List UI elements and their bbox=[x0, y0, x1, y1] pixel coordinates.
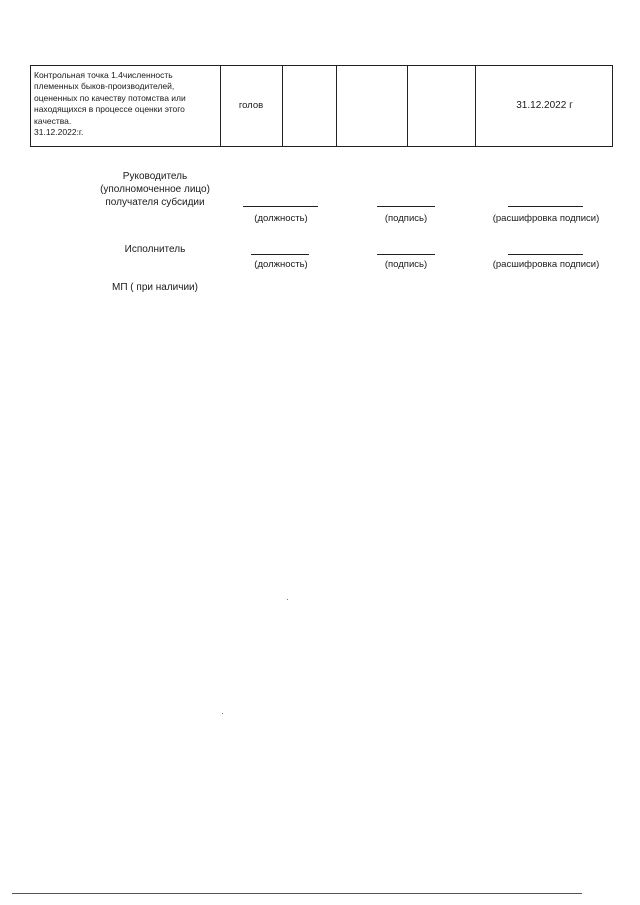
head-label-line: (уполномоченное лицо) bbox=[100, 184, 210, 195]
description-line: Контрольная точка 1.4численность bbox=[34, 70, 173, 80]
position-caption: (должность) bbox=[254, 259, 308, 270]
description-line: качества. bbox=[34, 115, 72, 126]
signature-line bbox=[377, 206, 435, 207]
executor-label: Исполнитель bbox=[124, 244, 186, 255]
table-divider bbox=[282, 66, 283, 146]
signature-caption: (подпись) bbox=[384, 213, 428, 224]
scan-speck bbox=[222, 713, 223, 714]
description-line: племенных быков-производителей, bbox=[34, 81, 175, 92]
stamp-label: МП ( при наличии) bbox=[112, 282, 198, 293]
unit-cell: голов bbox=[238, 100, 264, 112]
head-label-line: получателя субсидии bbox=[105, 197, 205, 208]
description-line: находящихся в процессе оценки этого bbox=[34, 104, 185, 115]
head-label-line: Руководитель bbox=[122, 171, 188, 182]
description-line: 31.12.2022:г. bbox=[34, 127, 84, 138]
name-line bbox=[508, 254, 583, 255]
name-line bbox=[508, 206, 583, 207]
name-caption: (расшифровка подписи) bbox=[492, 213, 600, 224]
scan-speck bbox=[287, 599, 288, 600]
head-label bbox=[90, 170, 220, 209]
control-point-table bbox=[30, 65, 613, 147]
control-point-description bbox=[34, 70, 220, 138]
signature-caption: (подпись) bbox=[384, 259, 428, 270]
position-line bbox=[243, 206, 318, 207]
signature-line bbox=[377, 254, 435, 255]
table-divider bbox=[220, 66, 221, 146]
position-caption: (должность) bbox=[254, 213, 308, 224]
description-line: оцененных по качеству потомства или bbox=[34, 92, 186, 103]
table-divider bbox=[336, 66, 337, 146]
date-cell: 31.12.2022 г bbox=[516, 100, 573, 112]
table-divider bbox=[407, 66, 408, 146]
page-bottom-rule bbox=[12, 893, 582, 894]
position-line bbox=[251, 254, 309, 255]
name-caption: (расшифровка подписи) bbox=[492, 259, 600, 270]
